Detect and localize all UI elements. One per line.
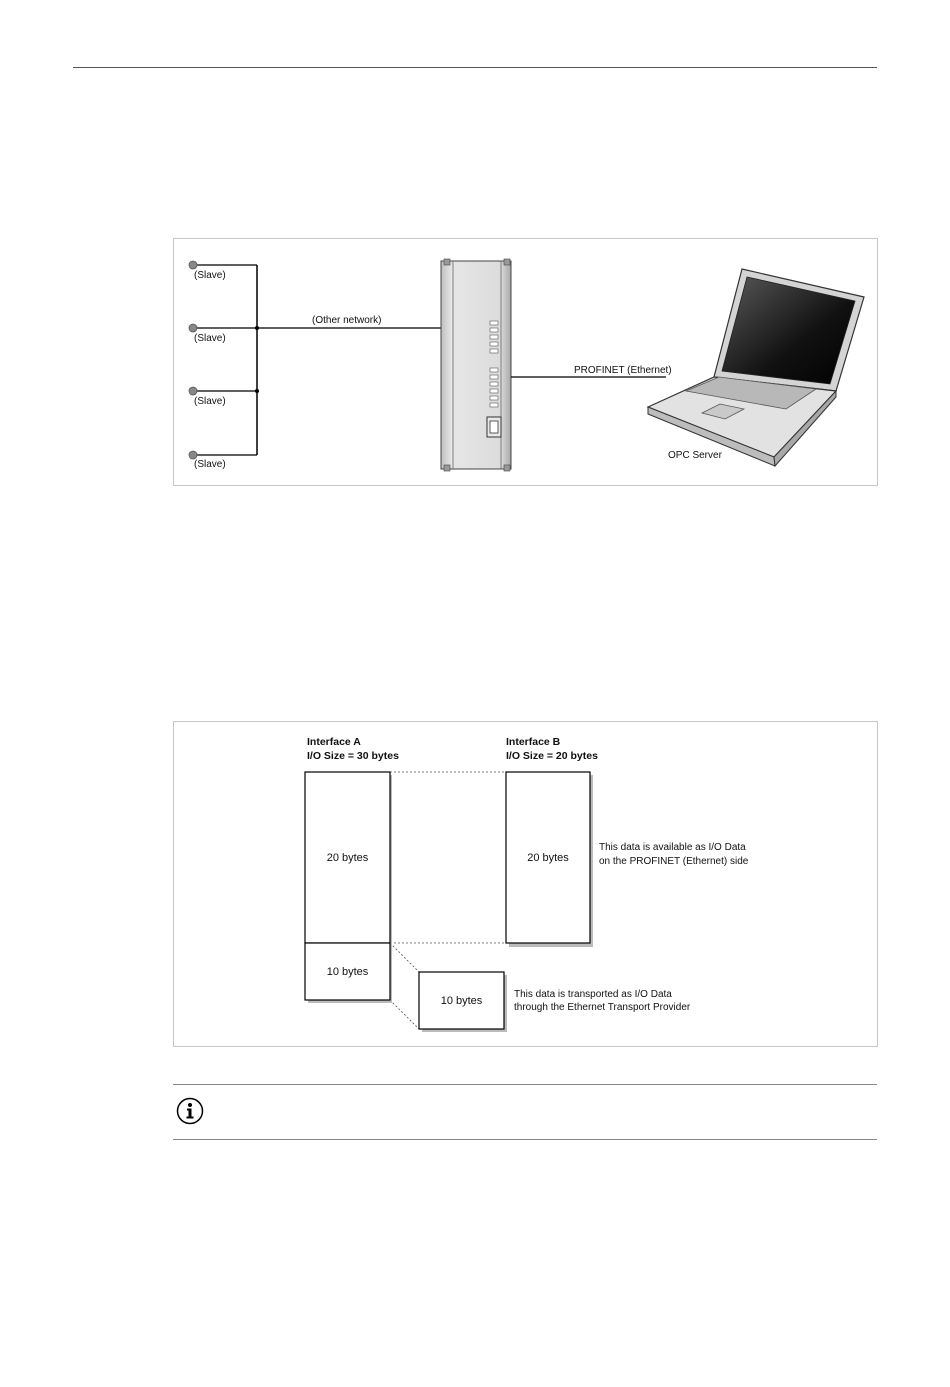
block-label: 20 bytes bbox=[326, 852, 369, 864]
network-diagram bbox=[173, 238, 878, 486]
block-label: 10 bytes bbox=[326, 966, 369, 978]
gateway-device bbox=[441, 259, 511, 471]
block-label: 10 bytes bbox=[440, 995, 483, 1007]
interface-b-title: Interface B bbox=[506, 736, 561, 748]
interface-a-block-10 bbox=[305, 943, 392, 1003]
block-label: 20 bytes bbox=[527, 852, 569, 864]
slave-node bbox=[189, 387, 226, 407]
interface-b-size: I/O Size = 20 bytes bbox=[506, 750, 598, 762]
interface-b-block-20 bbox=[506, 772, 593, 947]
other-network-label: (Other network) bbox=[312, 315, 382, 326]
slave-label: (Slave) bbox=[194, 459, 226, 470]
usb-port-icon bbox=[487, 417, 501, 437]
profinet-note: This data is available as I/O Data bbox=[599, 842, 746, 853]
header-rule bbox=[73, 67, 877, 68]
slave-bus bbox=[194, 265, 259, 455]
interface-a-block-20 bbox=[305, 772, 392, 947]
slave-label: (Slave) bbox=[194, 270, 226, 281]
slave-node bbox=[189, 324, 226, 344]
slave-label: (Slave) bbox=[194, 333, 226, 344]
network-diagram-svg bbox=[174, 239, 877, 485]
profinet-note: on the PROFINET (Ethernet) side bbox=[599, 856, 749, 867]
io-mapping-diagram-svg bbox=[174, 722, 877, 1046]
laptop-icon bbox=[648, 269, 864, 466]
interface-a-title: Interface A bbox=[307, 736, 361, 748]
profinet-label: PROFINET (Ethernet) bbox=[574, 365, 672, 376]
interface-a-size: I/O Size = 30 bytes bbox=[307, 750, 399, 762]
slave-node bbox=[189, 261, 226, 281]
slave-label: (Slave) bbox=[194, 396, 226, 407]
info-icon bbox=[176, 1097, 204, 1125]
transport-block-10 bbox=[419, 972, 507, 1032]
transport-note: through the Ethernet Transport Provider bbox=[514, 1002, 691, 1013]
opc-server-label: OPC Server bbox=[668, 450, 722, 461]
transport-note: This data is transported as I/O Data bbox=[514, 989, 672, 1000]
io-mapping-diagram bbox=[173, 721, 878, 1047]
info-note bbox=[173, 1084, 877, 1140]
slave-node bbox=[189, 451, 226, 470]
